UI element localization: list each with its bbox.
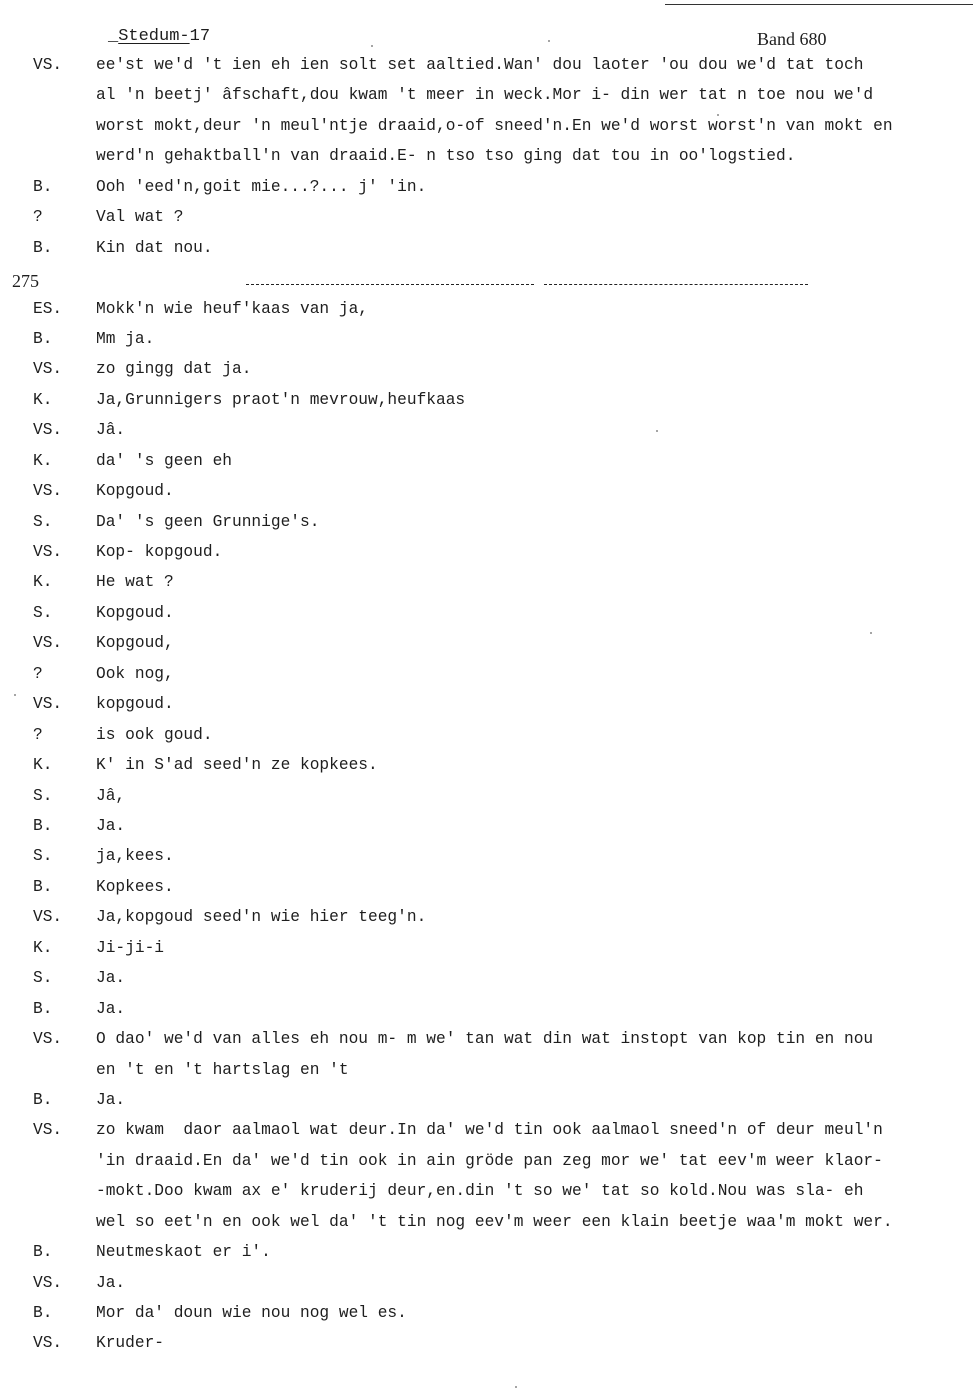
scan-speck	[14, 694, 16, 696]
transcript-line	[0, 117, 973, 147]
utterance-text: ee'st we'd 't ien eh ien solt set aaltied.Wan' dou laoter 'ou dou we'd tat toch	[96, 56, 864, 74]
transcript-line	[0, 1213, 973, 1243]
speaker-label: B.	[33, 817, 53, 835]
speaker-label: K.	[33, 756, 53, 775]
utterance-text: zo kwam daor aalmaol wat deur.In da' we'd tin ook aalmaol sneed'n of deur meul'n	[96, 1121, 883, 1140]
transcript-line	[0, 634, 973, 664]
transcript-line	[0, 1091, 973, 1121]
transcript-line	[0, 878, 973, 908]
page-header-left	[108, 27, 210, 46]
utterance-text: 'in draaid.En da' we'd tin ook in ain gröde pan zeg mor we' tat eev'm weer klaor-	[96, 1151, 883, 1170]
speaker-label: S.	[33, 786, 53, 805]
speaker-label: VS.	[33, 695, 63, 714]
transcript-line	[0, 969, 973, 999]
utterance-text: Jâ,	[96, 786, 126, 805]
speaker-label: B.	[33, 1304, 53, 1323]
transcript-line	[0, 1061, 973, 1091]
transcript-line	[0, 1274, 973, 1304]
speaker-label: K.	[33, 573, 53, 592]
utterance-text: werd'n gehaktball'n van draaid.E- n tso tso ging dat tou in oo'logstied.	[96, 147, 796, 166]
utterance-text: al 'n beetj' âfschaft,dou kwam 't meer in weck.Mor i- din wer tat n toe nou we'd	[96, 86, 874, 105]
transcript-line	[0, 756, 973, 786]
speaker-label: VS.	[33, 56, 63, 74]
speaker-label: B.	[33, 999, 53, 1018]
transcript-line	[0, 726, 973, 756]
speaker-label: VS.	[33, 421, 63, 440]
utterance-text: Ja.	[96, 817, 126, 835]
transcript-line	[0, 1334, 973, 1364]
utterance-text: Neutmeskaot er i'.	[96, 1243, 271, 1262]
utterance-text: Ja.	[96, 1273, 126, 1292]
utterance-text: Kopgoud,	[96, 634, 174, 653]
transcript-line	[0, 330, 973, 360]
transcript-line	[0, 178, 973, 208]
transcript-line	[0, 1152, 973, 1182]
scan-speck	[548, 40, 550, 42]
utterance-text: zo gingg dat ja.	[96, 360, 252, 379]
utterance-text: Ja.	[96, 1090, 126, 1109]
utterance-text: Kruder-	[96, 1334, 164, 1353]
utterance-text: Kopgoud.	[96, 482, 174, 501]
speaker-label: B.	[33, 238, 53, 257]
utterance-text: Kopgoud.	[96, 603, 174, 622]
scan-speck	[656, 430, 658, 432]
transcript-line	[0, 1000, 973, 1030]
speaker-label: ES.	[33, 299, 63, 318]
speaker-label: S.	[33, 847, 53, 866]
transcript-line	[0, 1182, 973, 1212]
speaker-label: B.	[33, 329, 53, 348]
utterance-text: kopgoud.	[96, 695, 174, 714]
speaker-label: S.	[33, 603, 53, 622]
speaker-label: VS.	[33, 482, 63, 501]
utterance-text: Kopkees.	[96, 877, 174, 896]
transcript-line	[0, 391, 973, 421]
transcript-line	[0, 604, 973, 634]
transcript-line	[0, 482, 973, 512]
transcript-line	[0, 573, 973, 603]
utterance-text: en 't en 't hartslag en 't	[96, 1060, 349, 1079]
utterance-text: -mokt.Doo kwam ax e' kruderij deur,en.din 't so we' tat so kold.Nou was sla- eh	[96, 1182, 864, 1201]
scan-speck	[717, 114, 719, 116]
speaker-label: K.	[33, 938, 53, 957]
utterance-text: da' 's geen eh	[96, 451, 232, 470]
utterance-text: Ook nog,	[96, 664, 174, 683]
utterance-text: worst mokt,deur 'n meul'ntje draaid,o-of sneed'n.En we'd worst worst'n van mokt en	[96, 116, 893, 135]
speaker-label: VS.	[33, 1334, 63, 1353]
utterance-text: is ook goud.	[96, 725, 213, 744]
speaker-label: B.	[33, 877, 53, 896]
utterance-text: O dao' we'd van alles eh nou m- m we' tan wat din wat instopt van kop tin en nou	[96, 1030, 874, 1049]
speaker-label: VS.	[33, 1121, 63, 1140]
transcript-line	[0, 939, 973, 969]
speaker-label: VS.	[33, 1030, 63, 1049]
transcript-line	[0, 1304, 973, 1334]
utterance-text: Mm ja.	[96, 329, 155, 348]
transcript-line	[0, 208, 973, 238]
transcript-line	[0, 269, 973, 299]
speaker-label: S.	[33, 512, 53, 531]
speaker-label: VS.	[33, 360, 63, 379]
transcript-line	[0, 421, 973, 451]
utterance-text: Mor da' doun wie nou nog wel es.	[96, 1304, 407, 1323]
utterance-text: Ji-ji-i	[96, 938, 164, 957]
utterance-text: Da' 's geen Grunnige's.	[96, 512, 320, 531]
speaker-label: ?	[33, 725, 43, 744]
utterance-text: Ja.	[96, 969, 126, 988]
header-title: Stedum-	[118, 27, 190, 46]
utterance-text: ja,kees.	[96, 847, 174, 866]
transcript-line	[0, 665, 973, 695]
speaker-label: ?	[33, 664, 43, 683]
transcript-line	[0, 787, 973, 817]
top-rule	[665, 4, 973, 5]
scan-speck	[371, 45, 373, 47]
page-header-right: Band 680	[757, 29, 827, 49]
utterance-text: wel so eet'n en ook wel da' 't tin nog eev'm weer een klain beetje waa'm mokt wer.	[96, 1212, 893, 1231]
header-number: 17	[189, 27, 211, 46]
utterance-text: Ja,Grunnigers praot'n mevrouw,heufkaas	[96, 390, 466, 409]
scan-speck	[515, 1386, 517, 1388]
margin-number: 275	[12, 271, 39, 291]
speaker-label: VS.	[33, 543, 63, 562]
transcript-line	[0, 1030, 973, 1060]
transcript-line	[0, 817, 973, 847]
transcript-line	[0, 452, 973, 482]
speaker-label: K.	[33, 451, 53, 470]
transcript-line	[0, 543, 973, 573]
utterance-text: Val wat ?	[96, 208, 184, 227]
utterance-text: Jâ.	[96, 421, 126, 440]
transcript-line	[0, 1121, 973, 1151]
speaker-label: ?	[33, 208, 43, 227]
utterance-text: He wat ?	[96, 573, 174, 592]
speaker-label: VS.	[33, 1273, 63, 1292]
transcript-line	[0, 695, 973, 725]
transcript-line	[0, 147, 973, 177]
transcript-line	[0, 513, 973, 543]
speaker-label: S.	[33, 969, 53, 988]
header-prefix: _	[108, 27, 119, 46]
speaker-label: B.	[33, 177, 53, 196]
speaker-label: K.	[33, 390, 53, 409]
transcript-line	[0, 86, 973, 116]
transcript-line	[0, 847, 973, 877]
utterance-text: Kin dat nou.	[96, 238, 213, 257]
utterance-text: Kop- kopgoud.	[96, 543, 223, 562]
scan-speck	[870, 632, 872, 634]
utterance-text: Ooh 'eed'n,goit mie...?... j' 'in.	[96, 177, 427, 196]
speaker-label: VS.	[33, 908, 63, 927]
transcript-line	[0, 908, 973, 938]
transcript-line	[0, 300, 973, 330]
transcript-line	[0, 360, 973, 390]
utterance-text: Mokk'n wie heuf'kaas van ja,	[96, 299, 368, 318]
speaker-label: B.	[33, 1243, 53, 1262]
transcript-line	[0, 56, 973, 86]
utterance-text: Ja.	[96, 999, 126, 1018]
utterance-text: K' in S'ad seed'n ze kopkees.	[96, 756, 378, 775]
speaker-label: VS.	[33, 634, 63, 653]
transcript-line	[0, 239, 973, 269]
transcript-line	[0, 1243, 973, 1273]
speaker-label: B.	[33, 1090, 53, 1109]
utterance-text: Ja,kopgoud seed'n wie hier teeg'n.	[96, 908, 427, 927]
